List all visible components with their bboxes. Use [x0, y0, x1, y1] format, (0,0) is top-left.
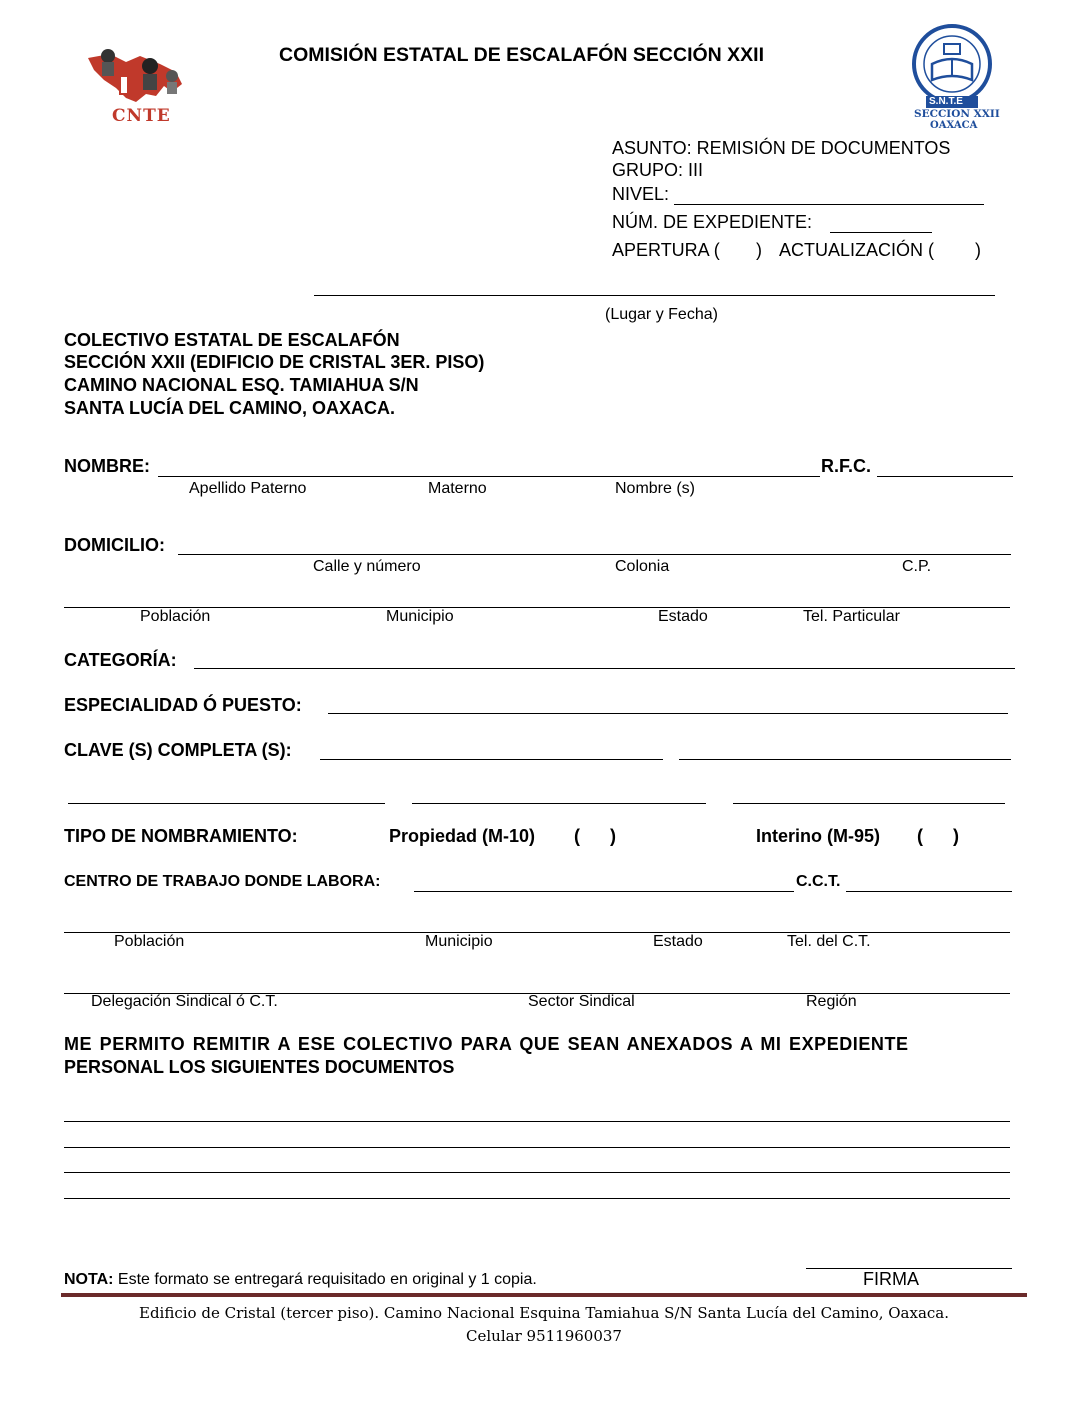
apertura-close[interactable]: ) — [756, 240, 762, 260]
estado-caption: Estado — [658, 608, 708, 625]
recipient-line-4: SANTA LUCÍA DEL CAMINO, OAXACA. — [64, 398, 395, 418]
especialidad-field[interactable] — [328, 713, 1008, 714]
nota — [64, 1271, 537, 1289]
document-line-2[interactable] — [64, 1147, 1010, 1148]
nivel-label: NIVEL: — [612, 184, 670, 204]
snte-seal-line2: OAXACA — [930, 120, 978, 131]
statement-line-1: ME PERMITO REMITIR A ESE COLECTIVO PARA QUE SEAN ANEXADOS A MI EXPEDIENTE — [64, 1034, 909, 1054]
rfc-label: R.F.C. — [821, 456, 872, 476]
sector-caption: Sector Sindical — [528, 993, 635, 1010]
statement-line-2: PERSONAL LOS SIGUIENTES DOCUMENTOS — [64, 1057, 455, 1077]
recipient-line-2: SECCIÓN XXII (EDIFICIO DE CRISTAL 3ER. PISO) — [64, 352, 485, 372]
domicilio-label: DOMICILIO: — [64, 535, 165, 555]
centro-field[interactable] — [414, 891, 794, 892]
domicilio-field[interactable] — [178, 554, 1011, 555]
footer-address: Edificio de Cristal (tercer piso). Camino Nacional Esquina Tamiahua S/N Santa Lucía del Camino, Oaxaca. — [139, 1304, 949, 1322]
calle-caption: Calle y número — [313, 558, 421, 575]
materno-caption: Materno — [428, 480, 487, 497]
clave-field-5[interactable] — [733, 803, 1005, 804]
categoria-label: CATEGORÍA: — [64, 650, 177, 670]
document-line-3[interactable] — [64, 1172, 1010, 1173]
asunto: ASUNTO: REMISIÓN DE DOCUMENTOS — [612, 138, 951, 158]
snte-seal-line1: SECCION XXII — [914, 108, 1000, 120]
colonia-caption: Colonia — [615, 558, 670, 575]
actualizacion-close[interactable]: ) — [975, 240, 981, 260]
municipio2-caption: Municipio — [425, 933, 493, 950]
interino-label: Interino (M-95) — [756, 826, 880, 846]
centro-label: CENTRO DE TRABAJO DONDE LABORA: — [64, 873, 381, 890]
tel-ct-caption: Tel. del C.T. — [787, 933, 871, 950]
estado2-caption: Estado — [653, 933, 703, 950]
nombre-label: NOMBRE: — [64, 456, 150, 476]
nombres-caption: Nombre (s) — [615, 480, 696, 497]
clave-field-3[interactable] — [68, 803, 385, 804]
nivel-field[interactable] — [674, 204, 984, 205]
especialidad-label: ESPECIALIDAD Ó PUESTO: — [64, 695, 302, 715]
delegacion-caption: Delegación Sindical ó C.T. — [91, 993, 278, 1010]
cp-caption: C.P. — [902, 558, 932, 575]
nombre-field[interactable] — [158, 476, 820, 477]
rfc-field[interactable] — [877, 476, 1013, 477]
cct-field[interactable] — [846, 891, 1012, 892]
snte-seal — [906, 24, 998, 134]
page-title: COMISIÓN ESTATAL DE ESCALAFÓN SECCIÓN XXII — [279, 44, 765, 66]
categoria-field[interactable] — [194, 668, 1015, 669]
tipo-label: TIPO DE NOMBRAMIENTO: — [64, 826, 298, 846]
clave-field-2[interactable] — [679, 759, 1011, 760]
propiedad-checkbox[interactable]: ( ) — [574, 826, 616, 846]
poblacion-caption: Población — [140, 608, 211, 625]
actualizacion-label: ACTUALIZACIÓN ( — [779, 240, 935, 260]
municipio-caption: Municipio — [386, 608, 454, 625]
cct-label: C.C.T. — [796, 873, 841, 890]
expediente-label: NÚM. DE EXPEDIENTE: — [612, 212, 813, 232]
lugar-fecha-field[interactable] — [314, 295, 995, 296]
footer-phone: Celular 9511960037 — [466, 1327, 622, 1345]
clave-field-1[interactable] — [320, 759, 663, 760]
document-line-1[interactable] — [64, 1121, 1010, 1122]
poblacion2-caption: Población — [114, 933, 185, 950]
firma-caption: FIRMA — [863, 1269, 919, 1289]
nota-label: NOTA: — [64, 1271, 114, 1288]
footer-rule — [61, 1293, 1027, 1297]
apellido-paterno-caption: Apellido Paterno — [189, 480, 307, 497]
grupo: GRUPO: III — [612, 160, 704, 180]
recipient-line-3: CAMINO NACIONAL ESQ. TAMIAHUA S/N — [64, 375, 419, 395]
tel-particular-caption: Tel. Particular — [803, 608, 900, 625]
snte-seal-acronym: S.N.T.E — [929, 96, 963, 107]
cnte-logo-text: CNTE — [112, 106, 171, 126]
clave-field-4[interactable] — [412, 803, 706, 804]
cnte-logo — [80, 36, 196, 128]
recipient-line-1: COLECTIVO ESTATAL DE ESCALAFÓN — [64, 330, 400, 350]
nota-text: Este formato se entregará requisitado en original y 1 copia. — [113, 1271, 537, 1288]
propiedad-label: Propiedad (M-10) — [389, 826, 536, 846]
clave-label: CLAVE (S) COMPLETA (S): — [64, 740, 292, 760]
region-caption: Región — [806, 993, 857, 1010]
apertura-label: APERTURA ( — [612, 240, 720, 260]
document-line-4[interactable] — [64, 1198, 1010, 1199]
expediente-field[interactable] — [830, 232, 932, 233]
lugar-fecha-caption: (Lugar y Fecha) — [605, 306, 718, 323]
interino-checkbox[interactable]: ( ) — [917, 826, 959, 846]
